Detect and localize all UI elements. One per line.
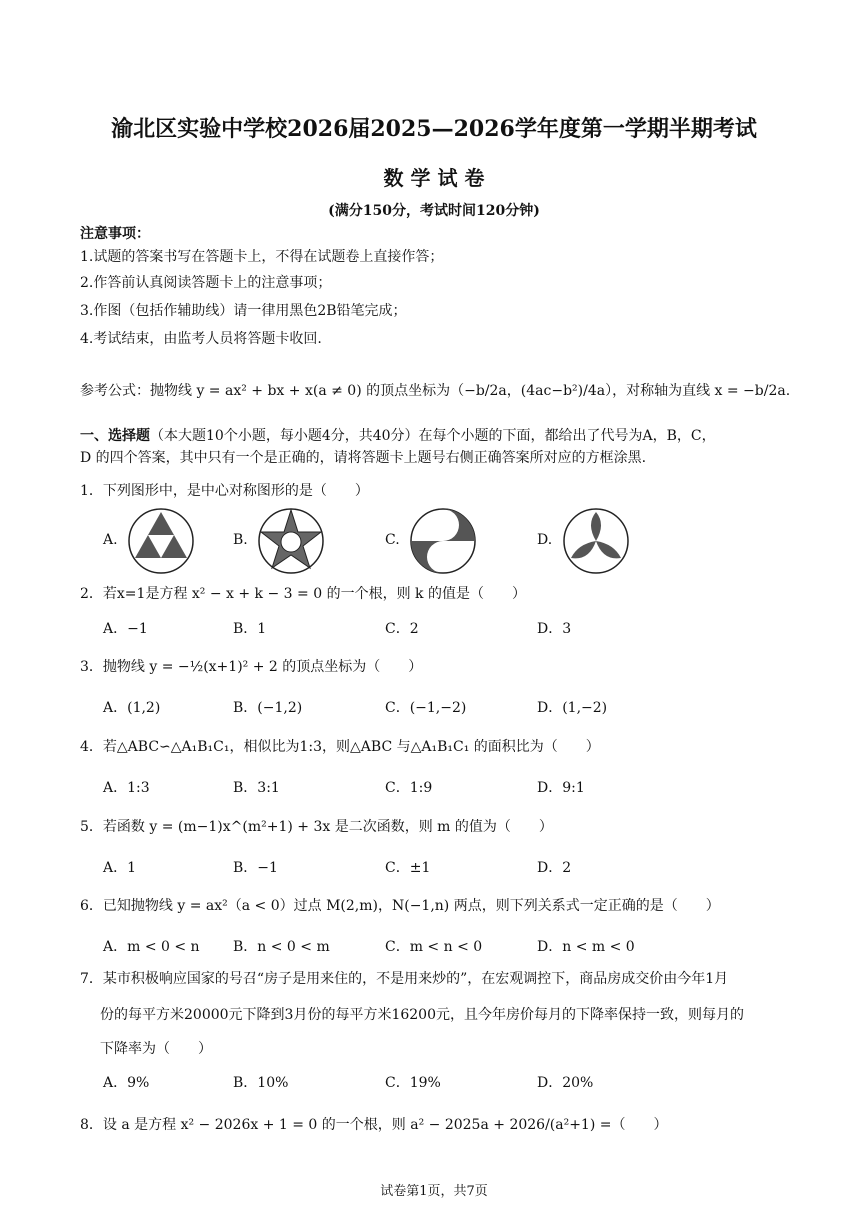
q7-option-d: D．20% [537,1075,594,1091]
q2-option-b: B．1 [233,621,267,637]
q2-option-a: A．−1 [103,621,148,637]
q6-option-a: A．m < 0 < n [103,939,200,955]
figure-d-petals [561,506,631,576]
q1-option-b: B. [233,532,248,548]
section-heading: 一、选择题 [80,428,150,444]
q4-option-b: B．3:1 [233,780,280,796]
section-intro-1: （本大题10个小题，每小题4分，共40分）在每个小题的下面，都给出了代号为A，B，C， [150,428,716,444]
page-footer: 试卷第1页，共7页 [380,1184,488,1199]
q4-option-c: C．1:9 [385,780,433,796]
reference-formula: 参考公式：抛物线 y = ax² + bx + x(a ≠ 0) 的顶点坐标为（−b/2a，(4ac−b²)/4a），对称轴为直线 x = −b/2a. [80,383,791,399]
q6-option-c: C．m < n < 0 [385,939,483,955]
q1-option-d: D. [537,532,553,548]
question-6-stem: 6．已知抛物线 y = ax²（a < 0）过点 M(2,m)，N(−1,n) 两点，则下列关系式一定正确的是（ ） [80,898,720,914]
q3-option-b: B．(−1,2) [233,700,303,716]
q5-option-d: D．2 [537,860,572,876]
q2-option-c: C．2 [385,621,419,637]
question-7-stem-line: 份的每平方米20000元下降到3月份的每平方米16200元，且今年房价每月的下降率保持一致，则每月的 [100,1007,744,1023]
exam-note: (满分150分，考试时间120分钟) [328,203,540,219]
q1-option-c: C. [385,532,400,548]
q2-option-d: D．3 [537,621,572,637]
q5-option-b: B．−1 [233,860,278,876]
question-7-stem-line: 下降率为（ ） [100,1041,212,1057]
q5-option-a: A．1 [103,860,137,876]
q3-option-c: C．(−1,−2) [385,700,467,716]
question-7-stem-line: 7．某市积极响应国家的号召“房子是用来住的，不是用来炒的”，在宏观调控下，商品房成交价由今年1月 [80,971,729,987]
notice-item: 4.考试结束，由监考人员将答题卡收回. [80,331,322,347]
notice-heading: 注意事项： [80,226,150,242]
q5-option-c: C．±1 [385,860,431,876]
question-5-stem: 5．若函数 y = (m−1)x^(m²+1) + 3x 是二次函数，则 m 的值为（ ） [80,819,553,835]
figure-a-triangles [126,506,196,576]
q7-option-b: B．10% [233,1075,289,1091]
question-2-stem: 2．若x=1是方程 x² − x + k − 3 = 0 的一个根，则 k 的值是（ ） [80,586,526,602]
figure-b-star [256,506,326,576]
q4-option-d: D．9:1 [537,780,585,796]
q6-option-d: D．n < m < 0 [537,939,635,955]
notice-item: 1.试题的答案书写在答题卡上，不得在试题卷上直接作答； [80,249,444,265]
q6-option-b: B．n < 0 < m [233,939,330,955]
exam-subtitle: 数 学 试 卷 [383,166,485,190]
notice-item: 3.作图（包括作辅助线）请一律用黑色2B铅笔完成； [80,303,407,319]
exam-title: 渝北区实验中学校2026届2025—2026学年度第一学期半期考试 [111,116,757,142]
q3-option-d: D．(1,−2) [537,700,608,716]
section-heading-line [80,425,716,445]
q1-option-a: A. [103,532,118,548]
q3-option-a: A．(1,2) [103,700,161,716]
question-4-stem: 4．若△ABC∽△A₁B₁C₁，相似比为1:3，则△ABC 与△A₁B₁C₁ 的面积比为（ ） [80,739,600,755]
q7-option-c: C．19% [385,1075,441,1091]
q4-option-a: A．1:3 [103,780,150,796]
q7-option-a: A．9% [103,1075,150,1091]
section-intro-2: D 的四个答案，其中只有一个是正确的，请将答题卡上题号右侧正确答案所对应的方框涂黑. [80,450,647,466]
question-3-stem: 3．抛物线 y = −½(x+1)² + 2 的顶点坐标为（ ） [80,659,423,675]
question-1-stem: 1．下列图形中，是中心对称图形的是（ ） [80,483,369,499]
notice-item: 2.作答前认真阅读答题卡上的注意事项； [80,275,332,291]
figure-c-swirl [408,506,478,576]
question-8-stem: 8．设 a 是方程 x² − 2026x + 1 = 0 的一个根，则 a² − 2025a + 2026/(a²+1) =（ ） [80,1117,668,1133]
